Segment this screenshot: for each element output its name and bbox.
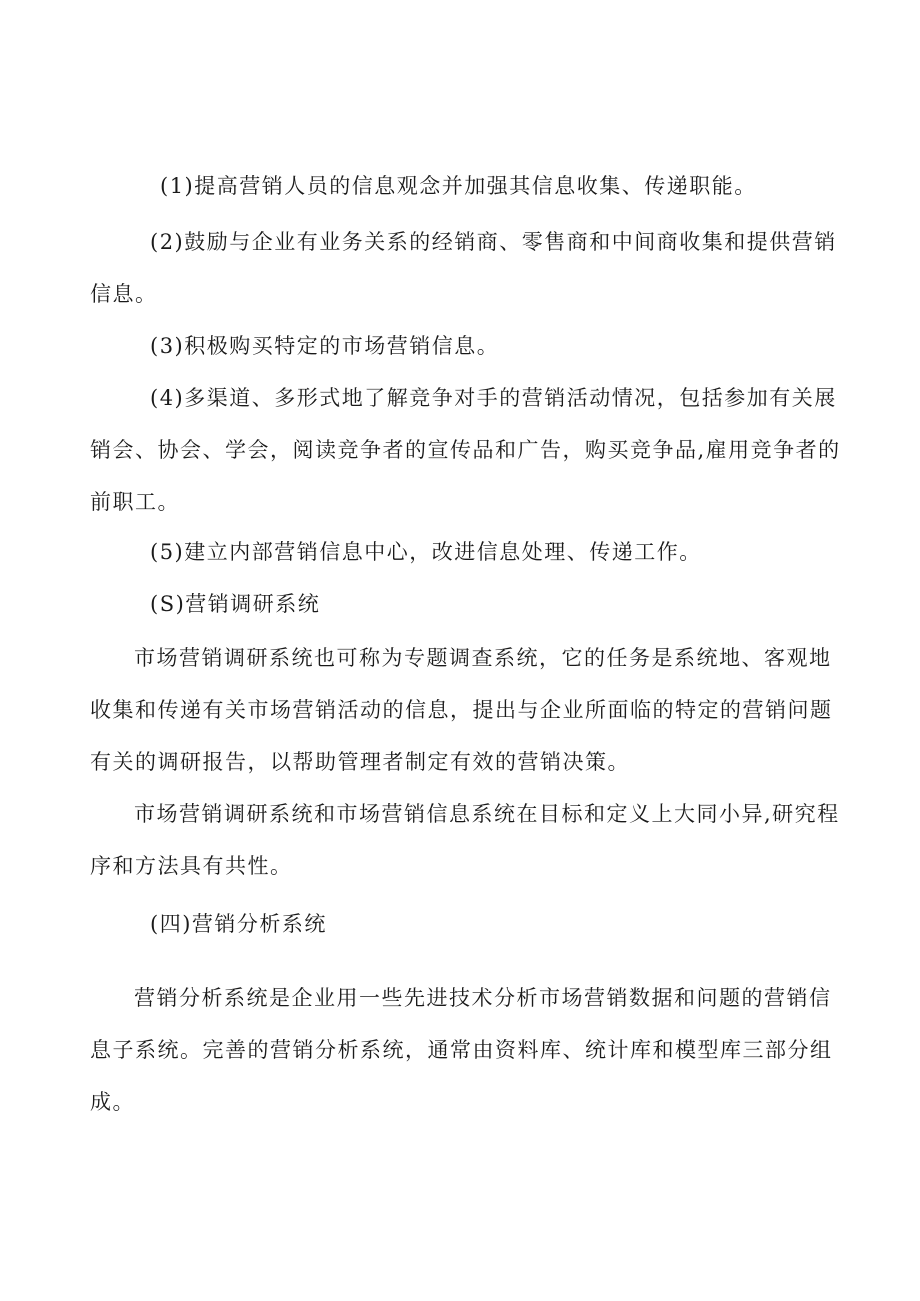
paragraph-research-vs-info: 市场营销调研系统和市场营销信息系统在目标和定义上大同小异,研究程序和方法具有共性。 bbox=[90, 802, 840, 878]
paragraph-item-1: (1)提高营销人员的信息观念并加强其信息收集、传递职能。 bbox=[160, 174, 757, 198]
paragraph-item-3: (3)积极购买特定的市场营销信息。 bbox=[150, 334, 500, 358]
paragraph-item-4: (4)多渠道、多形式地了解竞争对手的营销活动情况，包括参加有关展销会、协会、学会，阅读竞争者的宣传品和广告，购买竞争品,雇用竞争者的前职工。 bbox=[90, 386, 841, 514]
section-heading-s: (S)营销调研系统 bbox=[150, 592, 321, 616]
paragraph-item-5: (5)建立内部营销信息中心，改进信息处理、传递工作。 bbox=[150, 540, 702, 564]
paragraph-research-system: 市场营销调研系统也可称为专题调查系统，它的任务是系统地、客观地收集和传递有关市场营销活动的信息，提出与企业所面临的特定的营销问题有关的调研报告，以帮助管理者制定有效的营销决策。 bbox=[90, 646, 833, 774]
paragraph-analysis-system: 营销分析系统是企业用一些先进技术分析市场营销数据和问题的营销信息子系统。完善的营销分析系统，通常由资料库、统计库和模型库三部分组成。 bbox=[90, 986, 833, 1114]
paragraph-item-2: (2)鼓励与企业有业务关系的经销商、零售商和中间商收集和提供营销信息。 bbox=[90, 230, 837, 306]
section-heading-four: (四)营销分析系统 bbox=[150, 912, 327, 936]
